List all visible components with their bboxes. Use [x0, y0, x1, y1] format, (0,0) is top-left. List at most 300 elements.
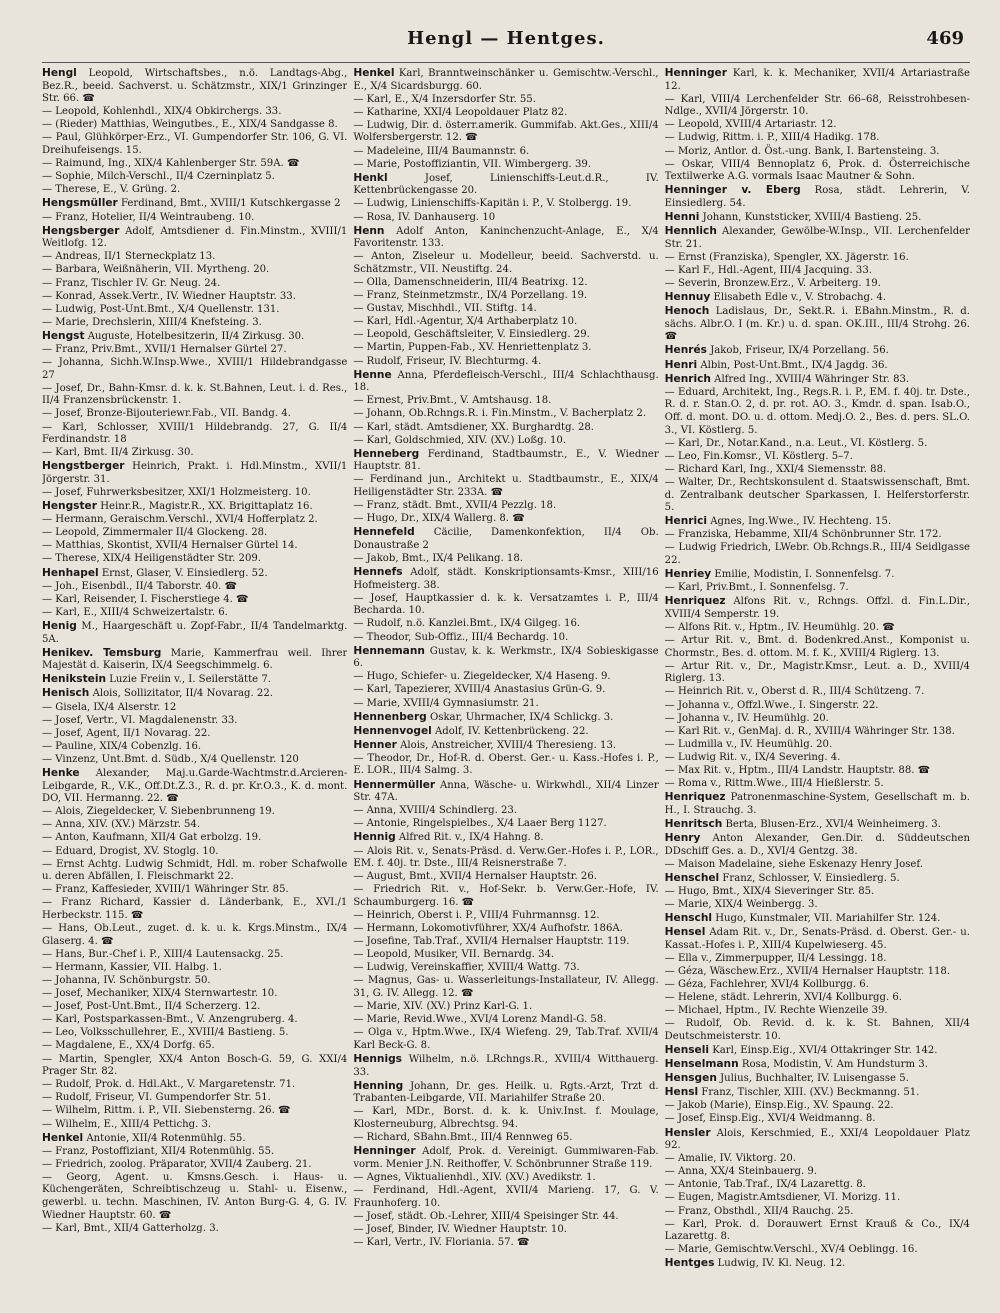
directory-entry [665, 953, 970, 966]
entry-details: Luzie Freiin v., I. Seilerstätte 7. [109, 674, 271, 686]
entry-details: — Madeleine, III/4 Baumannstr. 6. [353, 145, 530, 157]
entry-surname: Hengstberger [42, 460, 125, 473]
directory-entry [353, 632, 658, 645]
directory-entry [42, 1119, 347, 1132]
directory-entry [42, 1054, 347, 1079]
column-3 [665, 67, 970, 1292]
entry-details: Karl, Branntweinschänker u. Gemischtw.-Verschl., E., X/4 Sicardsburgg. 60. [353, 68, 659, 92]
entry-details: Johann, Dr. ges. Heilk. u. Rgts.-Arzt, Trzt d. Trabanten-Leibgarde, VII. Mariahilfer Straße 20. [353, 1080, 659, 1105]
directory-entry [665, 529, 970, 542]
directory-entry [353, 356, 658, 369]
entry-details: Franz, Tischler, XIII. (XV.) Beckmanng. 51. [701, 1087, 920, 1099]
directory-entry [42, 514, 347, 527]
entry-details: — Karl, Reisender, I. Fischerstiege 4. ☎ [42, 593, 249, 605]
entry-surname: Henni [664, 211, 700, 224]
directory-entry [665, 542, 970, 567]
entry-surname: Hengster [42, 500, 97, 513]
entry-details: — Karl, Bmt., XII/4 Gatterholzg. 3. [42, 1222, 219, 1234]
directory-entry [353, 566, 658, 592]
directory-entry [353, 553, 658, 566]
directory-entry [353, 342, 658, 355]
entry-details: Emilie, Modistin, I. Sonnenfelsg. 7. [714, 569, 895, 581]
directory-entry [42, 1105, 347, 1118]
entry-details: — Katharine, XXI/4 Leopoldauer Platz 82. [353, 106, 568, 118]
entry-details: — Heinrich Rit. v., Oberst d. R., III/4 Schützeng. 7. [664, 686, 925, 698]
entry-details: — Franz, Tischler IV. Gr. Neug. 24. [42, 277, 221, 289]
entry-details: — Antonie, Tab.Traf., IX/4 Lazarettg. 8. [664, 1179, 866, 1191]
directory-entry [42, 594, 347, 607]
directory-entry [42, 408, 347, 421]
directory-entry [353, 962, 658, 975]
entry-details: — Hermann, Geraischm.Verschl., XVI/4 Hofferplatz 2. [42, 514, 318, 526]
directory-entry [42, 171, 347, 184]
directory-entry [353, 526, 658, 552]
entry-details: — Eugen, Magistr.Amtsdiener, VI. Morizg. 11. [664, 1192, 901, 1204]
directory-entry [42, 1092, 347, 1105]
entry-details: — Antonie, Ringelspielbes., X/4 Laaer Berg 1127. [353, 818, 607, 830]
entry-surname: Henke [42, 766, 80, 779]
entry-details: — Karl, E., XIII/4 Schweizertalstr. 6. [42, 606, 228, 618]
entry-surname: Henhapel [42, 566, 99, 579]
directory-entry [665, 1153, 970, 1166]
directory-entry [42, 754, 347, 767]
entry-surname: Hennuy [664, 291, 711, 304]
entry-surname: Hennlich [664, 225, 717, 238]
directory-entry [353, 645, 658, 671]
directory-entry [353, 684, 658, 697]
entry-details: — Alois, Ziegeldecker, V. Siebenbrunneng 19. [42, 806, 275, 818]
entry-details: — Ernst (Franziska), Spengler, XX. Jägerstr. 16. [664, 251, 909, 263]
entry-details: — Maison Madelaine, siehe Eskenazy Henry Josef. [664, 858, 923, 870]
entry-details: — Rudolf, Prok. d. Hdl.Akt., V. Margaretenstr. 71. [42, 1079, 296, 1091]
directory-entry [42, 527, 347, 540]
directory-entry [665, 1005, 970, 1018]
directory-entry [42, 728, 347, 741]
entry-details: — Karl F., Hdl.-Agent, III/4 Jacquing. 33. [664, 264, 872, 276]
entry-details: — Max Rit. v., Hptm., III/4 Landstr. Hauptstr. 88. ☎ [664, 764, 931, 776]
directory-entry [353, 369, 658, 395]
directory-entry [353, 910, 658, 923]
header-rule [42, 62, 970, 63]
entry-details: Antonie, XII/4 Rotenmühlg. 55. [86, 1132, 246, 1144]
entry-details: — Ludwig, Linienschiffs-Kapitän i. P., V. Stolbergg. 19. [353, 198, 632, 210]
directory-entry [42, 673, 347, 687]
directory-entry [353, 739, 658, 753]
entry-details: Josef, Linienschiffs-Leut.d.R., IV. Kettenbrückengasse 20. [353, 172, 659, 197]
entry-surname: Hennigs [353, 1053, 402, 1066]
entry-details: Alfred Ing., XVIII/4 Währinger Str. 83. [714, 373, 910, 385]
entry-details: — Richard Karl, Ing., XXI/4 Siemensstr. 88. [664, 463, 887, 475]
directory-entry [42, 1132, 347, 1146]
entry-details: — Karl, Vertr., IV. Floriania. 57. ☎ [353, 1236, 530, 1248]
directory-entry [42, 741, 347, 754]
entry-details: — Severin, Bronzew.Erz., V. Arbeiterg. 19. [664, 278, 881, 289]
entry-details: Leopold, Wirtschaftsbes., n.ö. Landtags-Abg., Bez.R., beeid. Sachverst. u. Schätzmstr., XIX/1 Grinzinger Str. 66. ☎ [42, 68, 348, 105]
directory-entry [42, 962, 347, 975]
directory-entry [42, 819, 347, 832]
directory-entry [42, 923, 347, 948]
entry-surname: Hengst [42, 329, 85, 342]
entry-details: — Wilhelm, Rittm. i. P., VII. Siebensterng. 26. ☎ [42, 1105, 291, 1117]
entry-details: — Johann, Ob.Rchngs.R. i. Fin.Minstm., V. Bacherplatz 2. [353, 408, 647, 420]
entry-details: — Ernst Achtg. Ludwig Schmidt, Hdl. m. rober Schafwolle u. deren Abfällen, I. Fleischmarkt 22. [42, 858, 348, 883]
entry-details: — Josef, Agent, II/1 Novarag. 22. [42, 727, 211, 739]
entry-details: — Magnus, Gas- u. Wasserleitungs-Installateur, IV. Allegg. 31, G. IV. Allegg. 12. ☎ [353, 975, 659, 1000]
directory-entry [42, 487, 347, 500]
entry-details: Elisabeth Edle v., V. Strobachg. 4. [713, 292, 887, 304]
entry-details: — Jakob (Marie), Einsp.Eig., XV. Spaung. 22. [664, 1100, 894, 1112]
entry-details: — Eduard, Drogist, XV. Stoglg. 10. [42, 845, 219, 857]
directory-entry [42, 1079, 347, 1092]
entry-details: — Géza, Fachlehrer, XVI/4 Kollburgg. 6. [664, 978, 869, 990]
directory-entry [665, 291, 970, 305]
entry-details: — Josef, Fuhrwerksbesitzer, XXI/1 Holzmeisterg. 10. [42, 487, 311, 498]
entry-details: Alois, Sollizitator, II/4 Novarag. 22. [92, 688, 273, 700]
entry-surname: Henikev. Temsburg [42, 646, 162, 659]
entry-details: — Josef, städt. Ob.-Lehrer, XIII/4 Speisinger Str. 44. [353, 1210, 619, 1222]
directory-entry [42, 225, 347, 251]
directory-entry [665, 765, 970, 778]
entry-details: — Leopold, Musiker, VII. Bernardg. 34. [353, 949, 555, 961]
directory-entry [353, 1172, 658, 1185]
entry-details: Anton Alexander, Gen.Dir. d. Süddeutschen DDschiff Ges. a. D., XVI/4 Gentzg. 38. [664, 832, 970, 857]
directory-entry [665, 595, 970, 621]
directory-entry [665, 859, 970, 872]
entry-surname: Hentges [664, 1257, 715, 1270]
entry-details: — Josef, Einsp.Eig., XVI/4 Weidmanng. 8. [664, 1113, 876, 1125]
entry-details: — Sophie, Milch-Verschl., II/4 Czerninplatz 5. [42, 171, 275, 183]
directory-entry [353, 500, 658, 513]
directory-entry [353, 303, 658, 316]
directory-entry [42, 897, 347, 922]
directory-entry [665, 67, 970, 93]
directory-entry [353, 698, 658, 711]
entry-details: — Theodor, Sub-Offiz., III/4 Bechardg. 10. [353, 631, 569, 643]
entry-surname: Henig [42, 619, 77, 632]
directory-entry [665, 252, 970, 265]
entry-details: — Rudolf, Ob. Revid. d. k. k. St. Bahnen, XII/4 Deutschmeisterstr. 10. [664, 1018, 970, 1042]
directory-entry [42, 806, 347, 819]
directory-entry [353, 94, 658, 107]
entry-details: — Rudolf, Friseur, IV. Blechturmg. 4. [353, 355, 542, 367]
entry-surname: Henkl [353, 171, 388, 184]
directory-entry [665, 1192, 970, 1205]
entry-details: Alfred Rit. v., IX/4 Hahng. 8. [398, 832, 544, 844]
directory-entry [353, 846, 658, 871]
directory-entry [665, 1206, 970, 1219]
directory-entry [42, 702, 347, 715]
entry-details: — Karl, Postsparkassen-Bmt., V. Anzengruberg. 4. [42, 1014, 298, 1026]
entry-details: — Josef, Bronze-Bijouteriewr.Fab., VII. Bandg. 4. [42, 408, 291, 420]
entry-details: — Agnes, Viktualienhdl., XIV. (XV.) Avedikstr. 1. [353, 1171, 596, 1183]
entry-surname: Hennefeld [353, 526, 415, 539]
directory-entry [42, 846, 347, 859]
entry-details: — Anton, Ziseleur u. Modelleur, beeid. Sachverstd. u. Schätzmstr., VII. Neustiftg. 24. [353, 251, 659, 275]
entry-details: — Therese, E., V. Grüng. 2. [42, 184, 181, 196]
entry-details: — Franz, Postoffiziant, XII/4 Rotenmühlg. 55. [42, 1145, 275, 1157]
directory-entry [42, 278, 347, 291]
directory-entry [665, 1086, 970, 1100]
directory-entry [42, 1223, 347, 1236]
entry-details: — Leopold, Kohlenhdl., XIX/4 Obkirchergs. 33. [42, 106, 282, 118]
entry-surname: Henikstein [42, 673, 106, 686]
entry-details: — Ludwig, Vereinskaffier, XVIII/4 Wattg. 73. [353, 962, 580, 974]
directory-entry [42, 620, 347, 646]
directory-entry [353, 949, 658, 962]
directory-entry [42, 344, 347, 357]
entry-details: Alfons Rit. v., Rchngs. Offzl. d. Fin.L.Dir., XVIII/4 Semperstr. 19. [664, 596, 970, 620]
directory-entry [353, 435, 658, 448]
entry-details: — Rosa, IV. Danhauserg. 10 [353, 211, 496, 223]
entry-details: — Ludwig, Dir. d. österr.amerik. Gummifab. Akt.Ges., XIII/4 Wolfersbergerstr. 12. ☎ [353, 119, 659, 144]
entry-details: Adolf, städt. Konskriptionsamts-Kmsr., XIII/16 Hofmeisterg. 38. [353, 567, 659, 591]
entry-details: — Moriz, Antlor. d. Öst.-ung. Bank, I. Bartensteing. 3. [664, 145, 940, 157]
column-2 [353, 67, 658, 1292]
entry-details: — (Rieder) Matthias, Weingutbes., E., XIX/4 Sandgasse 8. [42, 119, 338, 131]
entry-surname: Henri [664, 358, 698, 371]
entry-details: — Josef, Binder, IV. Wiedner Hauptstr. 10. [353, 1223, 567, 1235]
entry-surname: Henseli [664, 1043, 710, 1056]
entry-surname: Henisch [42, 687, 90, 700]
entry-details: — Leo, Volksschullehrer, E., XVIII/4 Bastieng. 5. [42, 1027, 289, 1039]
directory-entry [42, 715, 347, 728]
directory-entry [42, 687, 347, 701]
entry-details: Rosa, städt. Lehrerin, V. Einsiedlerg. 54. [664, 185, 970, 209]
entry-details: — Johanna, IV. Schönburgstr. 50. [42, 974, 211, 986]
directory-columns [42, 67, 970, 1292]
entry-details: — Ludwig, Post-Unt.Bmt., X/4 Quellenstr. 131. [42, 303, 280, 315]
directory-entry [42, 988, 347, 1001]
entry-surname: Hennenberg [353, 710, 427, 723]
entry-details: — Josefine, Tab.Traf., XVII/4 Hernalser Hauptstr. 119. [353, 936, 630, 948]
directory-entry [665, 1127, 970, 1153]
entry-details: Karl, k. k. Mechaniker, XVII/4 Artariastraße 12. [664, 68, 970, 92]
entry-details: — Karl, E., X/4 Inzersdorfer Str. 55. [353, 93, 536, 105]
entry-details: — Magdalene, E., XX/4 Dorfg. 65. [42, 1040, 215, 1052]
directory-entry [665, 1058, 970, 1072]
directory-entry [353, 618, 658, 631]
directory-entry [665, 515, 970, 529]
directory-entry [42, 859, 347, 884]
entry-details: — Karl, Prok. d. Dorauwert Ernst Krauß & Co., IX/4 Lazarettg. 8. [664, 1218, 970, 1243]
entry-details: Adolf, Prok. d. Vereinigt. Gummiwaren-Fab. vorm. Menier J.N. Reithoffer, V. Schönbrunner Straße 119. [353, 1146, 659, 1170]
entry-details: — Johanna v., Offzl.Wwe., I. Singerstr. 22. [664, 699, 879, 711]
directory-entry [665, 1219, 970, 1244]
directory-entry [42, 949, 347, 962]
entry-details: Hugo, Kunstmaler, VII. Mariahilfer Str. 124. [715, 913, 941, 924]
entry-details: Ludwig, IV. Kl. Neug. 12. [717, 1258, 846, 1270]
entry-details: — Josef, Dr., Bahn-Kmsr. d. k. k. St.Bahnen, Leut. i. d. Res., II/4 Franzensbrückenstr. 1. [42, 382, 348, 407]
entry-details: — Karl Rit. v., GenMaj. d. R., XVIII/4 Währinger Str. 138. [664, 725, 955, 737]
entry-details: — Anna, XIV. (XV.) Märzstr. 54. [42, 819, 201, 831]
entry-surname: Hennig [353, 831, 396, 844]
directory-entry [353, 975, 658, 1000]
entry-details: — Georg, Agent. u. Kmsns.Gesch. i. Haus- u. Küchengeräten, Schreibtischzeug u. Stahl- u. Eisenw., gewerbl. u. techn. Maschinen, IV. Anton Burg-G. 4, G. IV. Wiedner Hauptstr. 60. ☎ [42, 1171, 348, 1221]
directory-entry [353, 1185, 658, 1210]
entry-details: Agnes, Ing.Wwe., IV. Hechteng. 15. [710, 516, 892, 528]
directory-entry [665, 1044, 970, 1058]
entry-details: — Anna, XX/4 Steinbauerg. 9. [664, 1166, 818, 1178]
entry-details: — Marie, Postoffiziantin, VII. Wimbergerg. 39. [353, 158, 591, 170]
entry-details: — Marie, XIV. (XV.) Prinz Karl-G. 1. [353, 1001, 533, 1013]
entry-details: — Oskar, VIII/4 Bennoplatz 6, Prok. d. Österreichische Textilwerke A.G. vormals Isaac Mautner & Sohn. [664, 158, 970, 183]
directory-entry [665, 778, 970, 791]
entry-details: — Franz Richard, Kassier d. Länderbank, E., XVI./1 Herbeckstr. 115. ☎ [42, 897, 348, 921]
entry-details: — Franz, Kaffesieder, XVIII/1 Währinger Str. 85. [42, 884, 289, 896]
directory-entry [665, 373, 970, 387]
entry-details: Adam Rit. v., Dr., Senats-Präsd. d. Oberst. Ger.- u. Kassat.-Hofes i. P., XIII/4 Kupelwieserg. 45. [664, 927, 970, 951]
directory-entry [665, 726, 970, 739]
directory-entry [42, 1027, 347, 1040]
entry-surname: Henry [664, 831, 701, 844]
entry-details: — Joh., Eisenbdl., II/4 Taborstr. 40. ☎ [42, 580, 238, 592]
directory-entry [665, 966, 970, 979]
directory-entry [353, 671, 658, 684]
directory-entry [665, 464, 970, 477]
entry-details: Adolf Anton, Kaninchenzucht-Anlage, E., X/4 Favoritenstr. 133. [353, 225, 659, 250]
entry-details: Ferdinand, Stadtbaumstr., E., V. Wiedner Hauptstr. 81. [353, 448, 659, 473]
entry-details: Marie, Kammerfrau weil. Ihrer Majestät d. Kaiserin, IX/4 Seegschimmelg. 6. [42, 647, 348, 672]
directory-entry [42, 1014, 347, 1027]
page-number: 469 [926, 28, 964, 49]
directory-entry [665, 1018, 970, 1043]
directory-entry [42, 1040, 347, 1053]
directory-entry [665, 159, 970, 184]
directory-entry [665, 713, 970, 726]
directory-entry [353, 1145, 658, 1171]
directory-entry [665, 1257, 970, 1271]
directory-entry [42, 500, 347, 514]
entry-details: Julius, Buchhalter, IV. Luisengasse 5. [720, 1073, 909, 1085]
directory-entry [42, 1146, 347, 1159]
entry-details: Anna, Pferdefleisch-Verschl., III/4 Schlachthausg. 18. [353, 369, 659, 394]
directory-entry [353, 884, 658, 909]
entry-details: Berta, Blusen-Erz., XVI/4 Weinheimerg. 3. [725, 818, 941, 830]
directory-entry [353, 198, 658, 211]
entry-details: Heinrich, Prakt. i. Hdl.Minstm., XVII/1 Jörgerstr. 31. [42, 461, 348, 485]
entry-surname: Hensel [664, 926, 706, 939]
directory-entry [42, 540, 347, 553]
entry-surname: Henselmann [664, 1058, 739, 1071]
entry-surname: Henritsch [664, 817, 723, 830]
directory-entry [353, 1080, 658, 1106]
entry-details: — Ludwig Friedrich, LWebr. Ob.Rchngs.R., III/4 Seidlgasse 22. [664, 542, 970, 566]
directory-entry [42, 106, 347, 119]
entry-surname: Henninger [353, 1145, 416, 1158]
entry-surname: Henrich [664, 372, 711, 385]
directory-entry [42, 1172, 347, 1222]
directory-entry [42, 132, 347, 157]
entry-surname: Henninger [664, 67, 727, 79]
entry-details: Alexander, Gewölbe-W.Insp., VII. Lerchenfelder Str. 21. [664, 226, 970, 250]
entry-details: — Johanna, Sichh.W.Insp.Wwe., XVIII/1 Hildebrandgasse 27 [42, 357, 348, 381]
entry-details: — Ferdinand, Hdl.-Agent, XVII/4 Marieng. 17, G. V. Fraunhoferg. 10. [353, 1184, 659, 1209]
directory-entry [353, 725, 658, 739]
directory-entry [42, 581, 347, 594]
directory-entry [42, 607, 347, 620]
entry-details: — Andreas, II/1 Sterneckplatz 13. [42, 251, 216, 263]
entry-details: Karl, Einsp.Eig., XVI/4 Ottakringer Str. 142. [712, 1044, 938, 1056]
entry-details: — Karl, städt. Amtsdiener, XX. Burghardtg. 28. [353, 421, 595, 433]
entry-details: — Konrad, Assek.Vertr., IV. Wiedner Hauptstr. 33. [42, 290, 296, 302]
entry-details: — Pauline, XIX/4 Cobenzlg. 16. [42, 740, 202, 752]
entry-details: — Hermann, Lokomotivführer, XX/4 Aufhofstr. 186A. [353, 923, 623, 935]
directory-entry [665, 438, 970, 451]
entry-details: — Jakob, Bmt., IX/4 Pelikang. 18. [353, 552, 523, 564]
entry-details: Alexander, Maj.u.Garde-Wachtmstr.d.Arcieren-Leibgarde, R., V.K., Off.Dt.Z.3., R. d. pr. Kr.O.3., K. d. mont. DO, VII. Hermanng. 22. ☎ [42, 767, 348, 805]
entry-details: — Artur Rit. v., Dr., Magistr.Kmsr., Leut. a. D., XVIII/4 Riglerg. 13. [664, 660, 970, 685]
entry-surname: Henrici [664, 515, 708, 528]
directory-entry [665, 622, 970, 635]
entry-details: Ladislaus, Dr., Sekt.R. i. EBahn.Minstm., R. d. sächs. Albr.O. I (m. Kr.) u. d. span. OK.III., III/4 Strohg. 26. ☎ [664, 306, 970, 343]
directory-entry [353, 395, 658, 408]
entry-surname: Hennenvogel [353, 724, 432, 737]
entry-details: Oskar, Uhrmacher, IX/4 Schlickg. 3. [429, 711, 614, 723]
entry-details: — Josef, Vertr., VI. Magdalenenstr. 33. [42, 714, 238, 726]
entry-details: Ferdinand, Bmt., XVIII/1 Kutschkergasse 2 [120, 198, 341, 210]
directory-entry [42, 1001, 347, 1014]
directory-entry [353, 1224, 658, 1237]
entry-details: — Anton, Kaufmann, XII/4 Gat erbolzg. 19. [42, 832, 262, 844]
directory-entry [42, 357, 347, 382]
entry-surname: Hensgen [664, 1072, 717, 1085]
entry-details: — Gisela, IX/4 Alserstr. 12 [42, 701, 177, 713]
directory-entry [665, 132, 970, 145]
directory-entry [665, 344, 970, 358]
directory-entry [42, 884, 347, 897]
entry-details: Patronenmaschine-System, Gesellschaft m. b. H., I. Strauchg. 3. [664, 792, 970, 816]
directory-entry [353, 818, 658, 831]
entry-details: — Franz, Hotelier, II/4 Weintraubeng. 10. [42, 211, 255, 223]
entry-details: — Walter, Dr., Rechtskonsulent d. Staatswissenschaft, Bmt. d. Zentralbank deutscher Sparkassen, I. Helferstorferstr. 5. [664, 476, 970, 514]
entry-details: Gustav, k. k. Werkmstr., IX/4 Sobieskigasse 6. [353, 645, 659, 670]
directory-entry [353, 1211, 658, 1224]
directory-entry [42, 1159, 347, 1172]
directory-entry [353, 448, 658, 474]
directory-entry [665, 119, 970, 132]
entry-details: — Josef, Post-Unt.Bmt., II/4 Scherzerg. 12. [42, 1001, 261, 1013]
directory-entry [42, 383, 347, 408]
entry-details: — Johanna v., IV. Heumühlg. 20. [664, 712, 829, 724]
directory-entry [665, 1072, 970, 1086]
entry-details: — Eduard, Architekt, Ing., Regs.R. i. P., EM. f. 40j. tr. Dste., R. d. r. Stan.O. 2, d. pr. rot. AO. 3., Kmdr. d. span. Isab.O., Off. d. mont. DO. u. d. ottom. Medj.O. 2., Bes. d. pers. SL.O. 3., VI. Köstlerg. 5. [664, 386, 970, 436]
directory-entry [665, 818, 970, 832]
directory-entry [665, 146, 970, 159]
entry-details: — Matthias, Skontist, XVII/4 Hernalser Gürtel 14. [42, 540, 298, 552]
entry-surname: Hengl [42, 67, 77, 79]
entry-details: — Hermann, Kassier, VII. Halbg. 1. [42, 961, 222, 973]
directory-entry [353, 513, 658, 526]
entry-details: — Karl, Schlosser, XVIII/1 Hildebrandg. 27, G. II/4 Ferdinandstr. 18 [42, 421, 348, 446]
directory-entry [353, 1014, 658, 1027]
entry-surname: Henne [353, 368, 392, 381]
entry-surname: Henner [353, 738, 397, 751]
entry-details: — Franz, städt. Bmt., XVII/4 Pezzlg. 18. [353, 500, 557, 512]
entry-details: — Hans, Ob.Leut., zuget. d. k. u. k. Krgs.Minstm., IX/4 Glaserg. 4. ☎ [42, 923, 348, 947]
entry-details: — Michael, Hptm., IV. Rechte Wienzeile 39. [664, 1005, 888, 1017]
entry-details: M., Haargeschäft u. Zopf-Fabr., II/4 Tandelmarktg. 5A. [42, 620, 348, 645]
directory-entry [42, 447, 347, 460]
directory-entry [665, 1244, 970, 1257]
entry-details: — Therese, XIX/4 Heiligenstädter Str. 209. [42, 553, 262, 565]
directory-entry [42, 422, 347, 447]
directory-entry [665, 359, 970, 373]
directory-entry [353, 251, 658, 276]
directory-entry [353, 146, 658, 159]
entry-surname: Hennermüller [353, 778, 436, 791]
entry-details: — Martin, Spengler, XX/4 Anton Bosch-G. 59, G. XXI/4 Prager Str. 82. [42, 1053, 348, 1078]
directory-entry [353, 923, 658, 936]
